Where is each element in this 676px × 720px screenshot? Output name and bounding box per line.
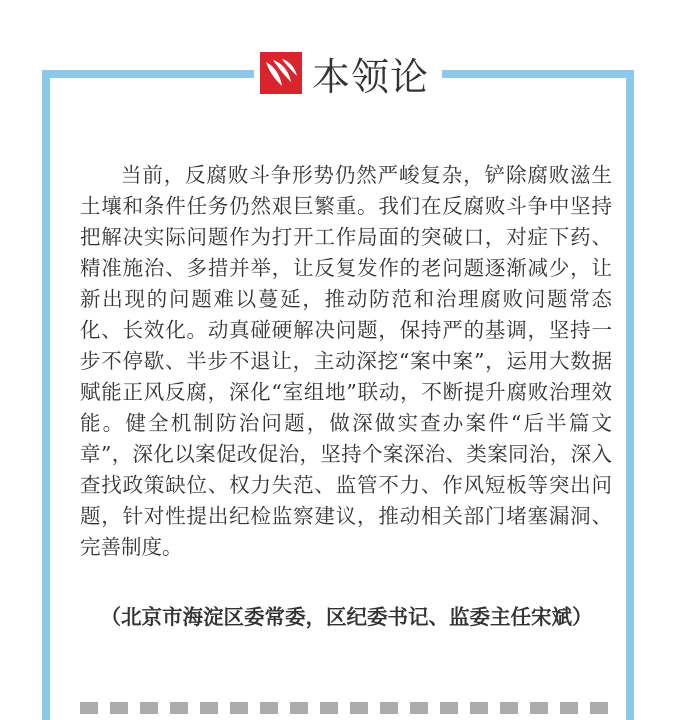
column-title: 本领论 [312,54,430,99]
next-paragraph-cut-off [80,696,612,716]
frame-top-border-right [442,70,634,78]
author-signature: （北京市海淀区委常委，区纪委书记、监委主任宋斌） [100,605,593,629]
partial-text-line [80,702,612,714]
frame-top-border-left [42,70,254,78]
article-body: 当前，反腐败斗争形势仍然严峻复杂，铲除腐败滋生土壤和条件任务仍然艰巨繁重。我们在反腐败斗争中坚持把解决实际问题作为打开工作局面的突破口，对症下药、精准施治、多措并举，让反复发作的老问题逐渐减少，让新出现的问题难以蔓延，推动防范和治理腐败问题常态化、长效化。动真碰硬解决问题，保持严的基调，坚持一步不停歇、半步不退让，主动深挖“案中案”，运用大数据赋能正风反腐，深化“室组地”联动，不断提升腐败治理效能。健全机制防治问题，做深做实查办案件“后半篇文章”，深化以案促改促治，坚持个案深治、类案同治，深入查找政策缺位、权力失范、监管不力、作风短板等突出问题，针对性提出纪检监察建议，推动相关部门堵塞漏洞、完善制度。 [80,163,612,559]
column-header [256,44,440,102]
frame-left-border [42,70,50,720]
red-swoosh-logo-icon [260,52,302,94]
frame-right-border [626,70,634,720]
